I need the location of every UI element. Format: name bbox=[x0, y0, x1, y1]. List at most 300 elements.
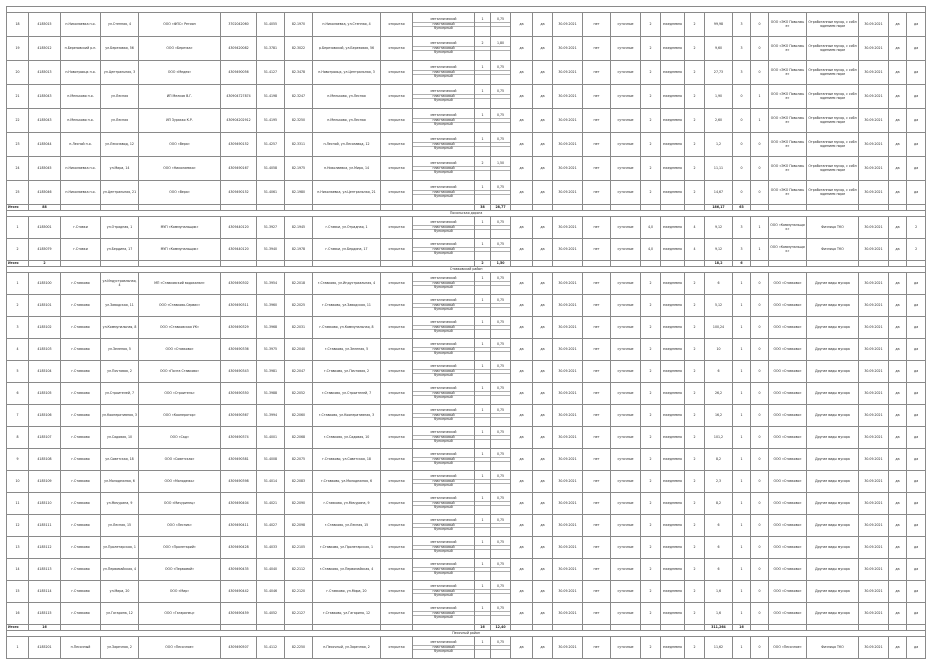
total-label-cell: Итого bbox=[7, 625, 29, 631]
flag2-cell: да bbox=[533, 637, 553, 659]
code-cell: 4185001 bbox=[29, 217, 61, 239]
yes2-cell: 2 bbox=[907, 239, 926, 261]
days-cell: 2 bbox=[685, 637, 705, 659]
place-cell: п.Николаевка, ул.Степная, 4 bbox=[313, 13, 381, 37]
unit-cell: суточные bbox=[611, 471, 641, 493]
address-cell: ул.Коммунальная, 8 bbox=[101, 317, 139, 339]
container-count-cell bbox=[475, 339, 491, 361]
waste-type-cell-line: пластиковый bbox=[413, 546, 474, 551]
unit-cell: суточные bbox=[611, 273, 641, 295]
unit-cell: суточные bbox=[611, 181, 641, 205]
days-cell: 2 bbox=[685, 581, 705, 603]
yes2-cell: да bbox=[907, 427, 926, 449]
container-count-cell bbox=[475, 383, 491, 405]
flag1-cell: да bbox=[511, 181, 533, 205]
site-kind-cell: открытая bbox=[381, 37, 413, 61]
section-title-cell: Посольская дорога bbox=[7, 211, 926, 217]
container-volume-cell bbox=[491, 471, 511, 493]
latitude-cell: 51.4061 bbox=[257, 181, 285, 205]
description-cell: Другие виды мусора bbox=[807, 471, 859, 493]
flag1-cell: да bbox=[511, 85, 533, 109]
mode-cell: ежедневно bbox=[661, 273, 685, 295]
table-row[interactable] bbox=[7, 317, 926, 339]
waste-type-cell-line: бункерный bbox=[434, 122, 453, 127]
count2-cell: 2 bbox=[641, 85, 661, 109]
yes1-cell: да bbox=[889, 603, 907, 625]
address-cell: ул.Гагарина, 12 bbox=[101, 603, 139, 625]
operator-cell: ООО «Ставково» bbox=[769, 405, 807, 427]
table-row[interactable] bbox=[7, 361, 926, 383]
waste-type-cell-line: бункерный bbox=[434, 483, 453, 488]
container-volume-cell-line: 0,75 bbox=[491, 365, 510, 370]
waste-type-cell-line: бункерный bbox=[434, 146, 453, 151]
date-cell: 30.09.2021 bbox=[553, 133, 583, 157]
waste-type-cell-line: металлический bbox=[413, 114, 474, 119]
date2-cell: 30.09.2021 bbox=[859, 317, 889, 339]
place-cell: г.Ставково, ул.Мичурина, 9 bbox=[313, 493, 381, 515]
amount-cell: 9,12 bbox=[705, 239, 733, 261]
container-volume-cell-line bbox=[491, 27, 510, 31]
container-volume-cell bbox=[491, 361, 511, 383]
waste-type-cell bbox=[413, 383, 475, 405]
table-row[interactable] bbox=[7, 157, 926, 181]
container-count-cell-line: 1 bbox=[475, 321, 490, 326]
waste-type-cell-line: пластиковый bbox=[413, 304, 474, 309]
quantity-cell: 1 bbox=[733, 383, 751, 405]
quantity-cell: 1 bbox=[733, 637, 751, 659]
container-count-cell bbox=[475, 217, 491, 239]
locality-cell: г.Ставково bbox=[61, 493, 101, 515]
locality-cell: г.Ставково bbox=[61, 559, 101, 581]
flag3-cell: нет bbox=[583, 317, 611, 339]
flag3-cell: нет bbox=[583, 449, 611, 471]
section-title-cell: Ставковский район bbox=[7, 267, 926, 273]
yes1-cell: да bbox=[889, 239, 907, 261]
container-count-cell bbox=[475, 181, 491, 205]
inn-cell: 430904727874 bbox=[221, 85, 257, 109]
description-cell: Другие виды мусора bbox=[807, 559, 859, 581]
longitude-cell: 82.3478 bbox=[285, 61, 313, 85]
locality-cell: п.Песочный bbox=[61, 637, 101, 659]
yes2-cell: да bbox=[907, 581, 926, 603]
place-cell: г.Ставково, ул.Пролетарская, 1 bbox=[313, 537, 381, 559]
waste-type-cell bbox=[413, 13, 475, 37]
table-row[interactable] bbox=[7, 217, 926, 239]
unit-cell: суточные bbox=[611, 361, 641, 383]
operator-cell: ООО «Ставково» bbox=[769, 559, 807, 581]
count2-cell: 2 bbox=[641, 405, 661, 427]
quantity-cell: 0 bbox=[733, 85, 751, 109]
date2-cell: 30.09.2021 bbox=[859, 405, 889, 427]
table-row[interactable] bbox=[7, 581, 926, 603]
row-number-cell: 9 bbox=[7, 449, 29, 471]
amount-cell: 99,98 bbox=[705, 13, 733, 37]
waste-type-cell-line: пластиковый bbox=[413, 119, 474, 124]
zero-cell: 0 bbox=[751, 637, 769, 659]
flag1-cell: да bbox=[511, 13, 533, 37]
waste-type-cell-line: металлический bbox=[413, 42, 474, 47]
container-count-cell-line bbox=[475, 99, 490, 103]
inn-cell: 4309490411 bbox=[221, 515, 257, 537]
yes1-cell: да bbox=[889, 449, 907, 471]
days-cell: 4 bbox=[685, 239, 705, 261]
inn-cell: 4309440120 bbox=[221, 217, 257, 239]
count2-cell: 2 bbox=[641, 603, 661, 625]
waste-type-cell-line: металлический bbox=[413, 18, 474, 23]
table-row[interactable] bbox=[7, 273, 926, 295]
longitude-cell: 82.3022 bbox=[285, 37, 313, 61]
inn-cell: 4309490367 bbox=[221, 405, 257, 427]
flag3-cell: нет bbox=[583, 493, 611, 515]
address-cell: ул.Индустриальная, 4 bbox=[101, 273, 139, 295]
container-volume-cell bbox=[491, 295, 511, 317]
total-quantity-cell: 63 bbox=[733, 205, 751, 211]
container-volume-cell-line bbox=[491, 123, 510, 127]
zero-cell: 0 bbox=[751, 405, 769, 427]
flag2-cell: да bbox=[533, 603, 553, 625]
container-volume-cell-line: 1,80 bbox=[491, 42, 510, 47]
flag3-cell: нет bbox=[583, 537, 611, 559]
inn-cell: 4309490336 bbox=[221, 339, 257, 361]
table-row[interactable] bbox=[7, 383, 926, 405]
latitude-cell: 51.3927 bbox=[257, 217, 285, 239]
unit-cell: суточные bbox=[611, 217, 641, 239]
container-volume-cell bbox=[491, 109, 511, 133]
site-kind-cell: открытая bbox=[381, 361, 413, 383]
yes1-cell: да bbox=[889, 133, 907, 157]
table-row[interactable] bbox=[7, 37, 926, 61]
place-cell: г.Ставково, ул.Коммунальная, 8 bbox=[313, 317, 381, 339]
table-row[interactable] bbox=[7, 471, 926, 493]
longitude-cell: 82.3250 bbox=[285, 109, 313, 133]
mode-cell: ежедневно bbox=[661, 295, 685, 317]
container-count-cell-line bbox=[475, 330, 490, 334]
inn-cell: 4309490167 bbox=[221, 157, 257, 181]
waste-registry-table bbox=[6, 6, 926, 659]
zero-cell: 0 bbox=[751, 427, 769, 449]
description-cell: Отработанные мусор, с соблюдением норм bbox=[807, 157, 859, 181]
count2-cell: 2 bbox=[641, 61, 661, 85]
container-volume-cell-line: 0,75 bbox=[491, 18, 510, 23]
unit-cell: суточные bbox=[611, 537, 641, 559]
table-row[interactable] bbox=[7, 109, 926, 133]
waste-type-cell-line: пластиковый bbox=[413, 392, 474, 397]
container-count-cell-line: 1 bbox=[475, 114, 490, 119]
table-row[interactable] bbox=[7, 13, 926, 37]
quantity-cell: 3 bbox=[733, 13, 751, 37]
row-number-cell: 20 bbox=[7, 61, 29, 85]
mode-cell: ежедневно bbox=[661, 493, 685, 515]
table-row[interactable] bbox=[7, 61, 926, 85]
place-cell: г.Ставково, ул.Гагарина, 12 bbox=[313, 603, 381, 625]
quantity-cell: 1 bbox=[733, 295, 751, 317]
yes2-cell: да bbox=[907, 405, 926, 427]
container-count-cell bbox=[475, 637, 491, 659]
address-cell: ул.Лесная, 15 bbox=[101, 515, 139, 537]
flag3-cell: нет bbox=[583, 181, 611, 205]
waste-type-cell-line: бункерный bbox=[434, 351, 453, 356]
waste-type-cell-line: бункерный bbox=[434, 527, 453, 532]
date-cell: 30.09.2021 bbox=[553, 181, 583, 205]
place-cell: г.Ставково, ул.Мира, 20 bbox=[313, 581, 381, 603]
date-cell: 30.09.2021 bbox=[553, 13, 583, 37]
table-row[interactable] bbox=[7, 339, 926, 361]
container-count-cell-line: 1 bbox=[475, 277, 490, 282]
waste-type-cell-line: металлический bbox=[413, 563, 474, 568]
longitude-cell: 82.2068 bbox=[285, 427, 313, 449]
row-number-cell: 7 bbox=[7, 405, 29, 427]
flag3-cell: нет bbox=[583, 339, 611, 361]
inn-cell: 4309490056 bbox=[221, 61, 257, 85]
yes1-cell: да bbox=[889, 339, 907, 361]
place-cell: г.Ставки, ул.Бердина, 17 bbox=[313, 239, 381, 261]
table-row[interactable] bbox=[7, 559, 926, 581]
operator-cell: ООО «ЭКО Поволжье» bbox=[769, 13, 807, 37]
row-number-cell: 5 bbox=[7, 361, 29, 383]
container-count-cell-line: 1 bbox=[475, 138, 490, 143]
amount-cell: 6 bbox=[705, 515, 733, 537]
locality-cell: г.Ставково bbox=[61, 427, 101, 449]
container-volume-cell bbox=[491, 515, 511, 537]
flag1-cell: да bbox=[511, 239, 533, 261]
mode-cell: ежедневно bbox=[661, 109, 685, 133]
yes1-cell: да bbox=[889, 85, 907, 109]
table-row[interactable] bbox=[7, 637, 926, 659]
container-count-cell bbox=[475, 471, 491, 493]
organization-cell: ИП Зуракко К.Р. bbox=[139, 109, 221, 133]
count2-cell: 2 bbox=[641, 37, 661, 61]
table-row[interactable] bbox=[7, 515, 926, 537]
days-cell: 2 bbox=[685, 471, 705, 493]
locality-cell: п.Мельково п.о. bbox=[61, 109, 101, 133]
container-volume-cell bbox=[491, 13, 511, 37]
amount-cell: 5,12 bbox=[705, 295, 733, 317]
description-cell: Отработанные мусор, с соблюдением норм bbox=[807, 181, 859, 205]
zero-cell: 0 bbox=[751, 61, 769, 85]
container-count-cell-line bbox=[475, 147, 490, 151]
container-count-cell-line bbox=[475, 352, 490, 356]
total-count-cell: 2 bbox=[29, 261, 61, 267]
locality-cell: г.Ставково bbox=[61, 471, 101, 493]
unit-cell: суточные bbox=[611, 449, 641, 471]
container-volume-cell-line bbox=[491, 286, 510, 290]
waste-type-cell-line: пластиковый bbox=[413, 524, 474, 529]
yes2-cell: да bbox=[907, 133, 926, 157]
flag1-cell: да bbox=[511, 317, 533, 339]
mode-cell: ежедневно bbox=[661, 85, 685, 109]
flag1-cell: да bbox=[511, 61, 533, 85]
latitude-cell: 51.3960 bbox=[257, 295, 285, 317]
yes2-cell: да bbox=[907, 449, 926, 471]
organization-cell: ИП Мелков В.Г. bbox=[139, 85, 221, 109]
flag2-cell: да bbox=[533, 559, 553, 581]
flag2-cell: да bbox=[533, 61, 553, 85]
organization-cell: ООО «Березка» bbox=[139, 37, 221, 61]
place-cell: п.Мельково, ул.Лесная bbox=[313, 109, 381, 133]
total-containers-cell: 16 bbox=[475, 625, 491, 631]
yes1-cell: да bbox=[889, 559, 907, 581]
date2-cell: 30.09.2021 bbox=[859, 493, 889, 515]
unit-cell: суточные bbox=[611, 317, 641, 339]
longitude-cell: 82.1980 bbox=[285, 181, 313, 205]
place-cell: г.Ставково, ул.Лесная, 15 bbox=[313, 515, 381, 537]
flag3-cell: нет bbox=[583, 217, 611, 239]
yes1-cell: да bbox=[889, 217, 907, 239]
yes1-cell: да bbox=[889, 13, 907, 37]
locality-cell: г.Ставково bbox=[61, 295, 101, 317]
container-volume-cell bbox=[491, 559, 511, 581]
container-volume-cell-line bbox=[491, 550, 510, 554]
container-count-cell-line bbox=[475, 484, 490, 488]
table-row[interactable] bbox=[7, 449, 926, 471]
row-number-cell: 23 bbox=[7, 133, 29, 157]
quantity-cell: 3 bbox=[733, 61, 751, 85]
table-row[interactable] bbox=[7, 427, 926, 449]
flag2-cell: да bbox=[533, 273, 553, 295]
latitude-cell: 51.4195 bbox=[257, 109, 285, 133]
container-volume-cell-line bbox=[491, 147, 510, 151]
flag2-cell: да bbox=[533, 157, 553, 181]
container-volume-cell-line: 1,50 bbox=[491, 162, 510, 167]
mode-cell: ежедневно bbox=[661, 361, 685, 383]
date2-cell: 30.09.2021 bbox=[859, 85, 889, 109]
date2-cell: 30.09.2021 bbox=[859, 157, 889, 181]
waste-type-cell-line: металлический bbox=[413, 585, 474, 590]
table-row[interactable] bbox=[7, 405, 926, 427]
container-volume-cell-line: 0,75 bbox=[491, 453, 510, 458]
flag1-cell: да bbox=[511, 109, 533, 133]
days-cell: 2 bbox=[685, 295, 705, 317]
waste-type-cell bbox=[413, 581, 475, 603]
flag2-cell: да bbox=[533, 295, 553, 317]
inn-cell: 4309420082 bbox=[221, 37, 257, 61]
yes2-cell: да bbox=[907, 109, 926, 133]
waste-type-cell bbox=[413, 239, 475, 261]
count2-cell: 2 bbox=[641, 449, 661, 471]
mode-cell: ежедневно bbox=[661, 217, 685, 239]
date-cell: 30.09.2021 bbox=[553, 239, 583, 261]
operator-cell: ООО «Ставково» bbox=[769, 339, 807, 361]
table-row[interactable] bbox=[7, 85, 926, 109]
locality-cell: г.Ставково bbox=[61, 273, 101, 295]
zero-cell: 0 bbox=[751, 471, 769, 493]
zero-cell: 0 bbox=[751, 317, 769, 339]
container-count-cell bbox=[475, 133, 491, 157]
container-count-cell-line: 1 bbox=[475, 409, 490, 414]
container-count-cell-line: 1 bbox=[475, 365, 490, 370]
container-volume-cell bbox=[491, 239, 511, 261]
waste-type-cell-line: металлический bbox=[413, 162, 474, 167]
inn-cell: 430904202912 bbox=[221, 109, 257, 133]
container-count-cell bbox=[475, 109, 491, 133]
unit-cell: суточные bbox=[611, 85, 641, 109]
table-row[interactable] bbox=[7, 493, 926, 515]
date-cell: 30.09.2021 bbox=[553, 427, 583, 449]
longitude-cell: 82.2052 bbox=[285, 383, 313, 405]
container-count-cell bbox=[475, 559, 491, 581]
waste-type-cell-line: бункерный bbox=[434, 285, 453, 290]
site-kind-cell: открытая bbox=[381, 295, 413, 317]
flag2-cell: да bbox=[533, 109, 553, 133]
table-row[interactable] bbox=[7, 181, 926, 205]
code-cell: 4185201 bbox=[29, 637, 61, 659]
organization-cell: ООО «Первомай» bbox=[139, 559, 221, 581]
mode-cell: ежедневно bbox=[661, 239, 685, 261]
flag2-cell: да bbox=[533, 405, 553, 427]
operator-cell: ООО «Коммунальщик» bbox=[769, 217, 807, 239]
zero-cell: 1 bbox=[751, 239, 769, 261]
count2-cell: 2 bbox=[641, 317, 661, 339]
amount-cell: 1,2 bbox=[705, 133, 733, 157]
table-row[interactable] bbox=[7, 295, 926, 317]
container-volume-cell-line bbox=[491, 396, 510, 400]
container-count-cell-line bbox=[475, 462, 490, 466]
yes2-cell: да bbox=[907, 37, 926, 61]
date-cell: 30.09.2021 bbox=[553, 515, 583, 537]
yes1-cell: да bbox=[889, 637, 907, 659]
flag3-cell: нет bbox=[583, 85, 611, 109]
organization-cell: ООО «Почта Ставково» bbox=[139, 361, 221, 383]
mode-cell: ежедневно bbox=[661, 515, 685, 537]
site-kind-cell: открытая bbox=[381, 537, 413, 559]
place-cell: г.Ставки, ул.Отрадная, 1 bbox=[313, 217, 381, 239]
flag3-cell: нет bbox=[583, 581, 611, 603]
container-volume-cell bbox=[491, 493, 511, 515]
organization-cell: ООО «Молодежь» bbox=[139, 471, 221, 493]
waste-type-cell-line: бункерный bbox=[434, 170, 453, 175]
code-cell: 4185044 bbox=[29, 133, 61, 157]
yes2-cell: да bbox=[907, 515, 926, 537]
inn-cell: 4309490311 bbox=[221, 295, 257, 317]
amount-cell: 6 bbox=[705, 361, 733, 383]
count2-cell: 2 bbox=[641, 181, 661, 205]
count2-cell: 2 bbox=[641, 157, 661, 181]
longitude-cell: 82.3311 bbox=[285, 133, 313, 157]
description-cell: Физлица ТКО bbox=[807, 637, 859, 659]
table-row[interactable] bbox=[7, 239, 926, 261]
table-row[interactable] bbox=[7, 133, 926, 157]
flag1-cell: да bbox=[511, 637, 533, 659]
waste-type-cell bbox=[413, 427, 475, 449]
days-cell: 2 bbox=[685, 515, 705, 537]
flag1-cell: да bbox=[511, 515, 533, 537]
container-volume-cell bbox=[491, 449, 511, 471]
inn-cell: 4309490435 bbox=[221, 559, 257, 581]
locality-cell: г.Ставково bbox=[61, 515, 101, 537]
longitude-cell: 82.2031 bbox=[285, 317, 313, 339]
site-kind-cell: открытая bbox=[381, 157, 413, 181]
site-kind-cell: открытая bbox=[381, 217, 413, 239]
waste-type-cell-line: металлический bbox=[413, 186, 474, 191]
latitude-cell: 51.3994 bbox=[257, 405, 285, 427]
site-kind-cell: открытая bbox=[381, 13, 413, 37]
amount-cell: 8,2 bbox=[705, 493, 733, 515]
table-row[interactable] bbox=[7, 603, 926, 625]
flag2-cell: да bbox=[533, 13, 553, 37]
table-row[interactable] bbox=[7, 537, 926, 559]
yes2-cell: да bbox=[907, 157, 926, 181]
flag2-cell: да bbox=[533, 133, 553, 157]
date-cell: 30.09.2021 bbox=[553, 383, 583, 405]
address-cell: ул.Заречная, 2 bbox=[101, 637, 139, 659]
zero-cell: 0 bbox=[751, 603, 769, 625]
date-cell: 30.09.2021 bbox=[553, 471, 583, 493]
operator-cell: ООО «ЭКО Поволжье» bbox=[769, 181, 807, 205]
waste-type-cell-line: металлический bbox=[413, 641, 474, 646]
longitude-cell: 82.2047 bbox=[285, 361, 313, 383]
days-cell: 2 bbox=[685, 61, 705, 85]
code-cell: 4185110 bbox=[29, 493, 61, 515]
